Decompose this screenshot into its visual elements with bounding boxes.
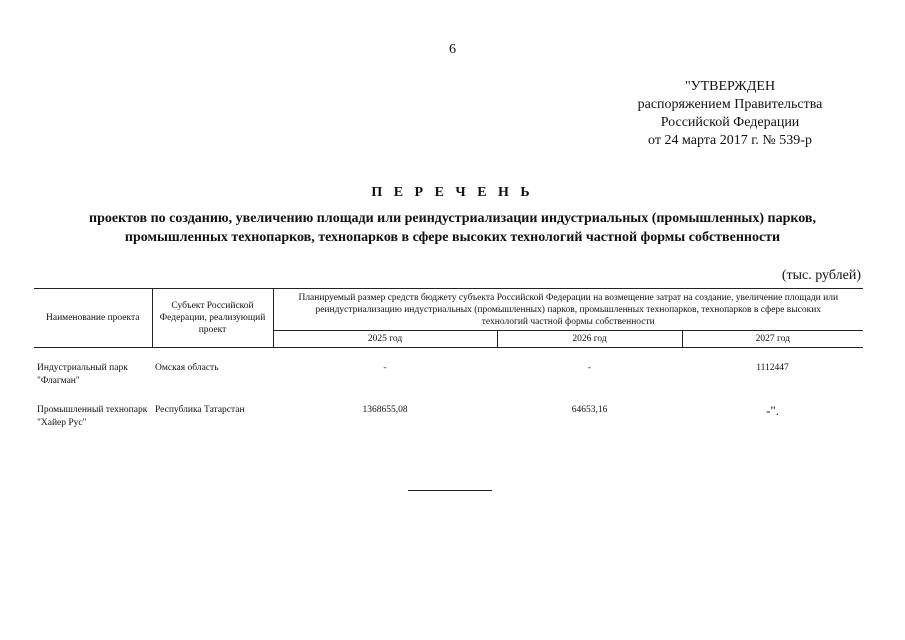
approval-line-4: от 24 марта 2017 г. № 539-р (648, 133, 812, 148)
cell-2025: 1368655,08 (362, 405, 408, 415)
approval-line-2: распоряжением Правительства (637, 97, 823, 112)
footer-separator-line (408, 490, 492, 491)
table-row (34, 362, 863, 388)
header-year-2026: 2026 год (497, 331, 682, 348)
page-number: 6 (449, 42, 456, 57)
approval-line-1: "УТВЕРЖДЕН (684, 79, 776, 94)
cell-2027: 1112447 (756, 363, 789, 373)
header-year-2025: 2025 год (273, 331, 497, 348)
document-title: П Е Р Е Ч Е Н Ь (371, 185, 534, 200)
cell-2026: 64653,16 (571, 405, 608, 415)
header-subject: Субъект Российской Федерации, реализующий проект (152, 289, 273, 348)
cell-2027: -". (766, 403, 779, 418)
approval-line-3: Российской Федерации (660, 115, 800, 130)
cell-2025: - (383, 363, 387, 373)
projects-table (34, 288, 863, 430)
header-project-name: Наименование проекта (34, 289, 152, 348)
header-planned-amount: Планируемый размер средств бюджету субъекта Российской Федерации на возмещение затрат на создание, увеличение площади или реиндустриализацию индустриальных (промышленных) парков, промышленных технопарков, технопарков в сфере высоких технологий частной формы собственности (273, 289, 863, 331)
cell-project-name: Индустриальный парк "Флагман" (37, 363, 128, 386)
header-year-2027: 2027 год (682, 331, 863, 348)
document-subtitle: проектов по созданию, увеличению площади или реиндустриализации индустриальных (промышленных) парков, промышленных технопарков, технопарков в сфере высоких технологий частной формы собственности (89, 211, 816, 245)
approval-stamp (600, 78, 860, 150)
cell-subject: Омская область (155, 363, 219, 373)
cell-2026: - (587, 363, 592, 373)
cell-project-name: Промышленный технопарк "Хайер Рус" (37, 405, 148, 428)
table-row (34, 404, 863, 430)
units-label: (тыс. рублей) (781, 268, 861, 283)
cell-subject: Республика Татарстан (155, 405, 245, 415)
